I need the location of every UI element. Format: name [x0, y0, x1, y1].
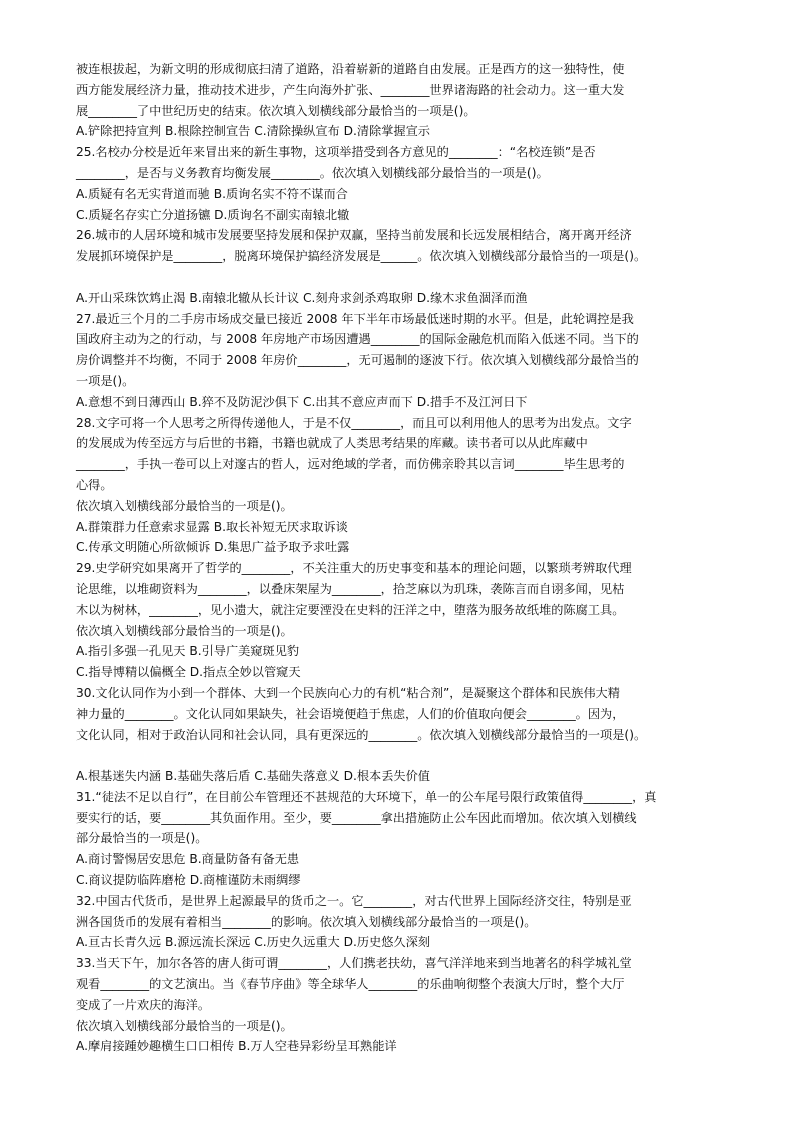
text-line: 国政府主动为之的行动，与 2008 年房地产市场因遭遇________的国际金融危机而陷入低迷不同。当下的 — [76, 332, 639, 347]
answer-options: A.铲除把持宣判 B.根除控制宣告 C.清除操纵宣布 D.清除掌握宣示 — [76, 124, 430, 139]
answer-options: A.群策群力任意索求显露 B.取长补短无厌求取诉谈 — [76, 519, 348, 534]
text-line: 文化认同，相对于政治认同和社会认同，具有更深远的________。依次填入划横线部分最恰当的一项是()。 — [76, 727, 647, 742]
text-line: 的发展成为传至远方与后世的书籍，书籍也就成了人类思考结果的库藏。读书者可以从此库藏中 — [76, 436, 588, 451]
text-line: 心得。 — [76, 477, 113, 492]
blank-line — [76, 267, 736, 288]
text-line: 展________了中世纪历史的结束。依次填入划横线部分最恰当的一项是()。 — [76, 103, 476, 118]
text-line: 房价调整并不均衡，不同于 2008 年房价________，无可遏制的逐波下行。依次填入划横线部分最恰当的 — [76, 353, 639, 368]
text-line: 洲各国货币的发展有着相当________的影响。依次填入划横线部分最恰当的一项是()。 — [76, 914, 537, 929]
text-line: 西方能发展经济力量，推动技术进步，产生向海外扩张、________世界诸海路的社会动力。这一重大发 — [76, 82, 625, 97]
answer-options: A.商讨警惕居安思危 B.商量防备有备无患 — [76, 852, 300, 867]
text-line: 部分最恰当的一项是()。 — [76, 831, 208, 846]
answer-options: C.传承文明随心所欲倾诉 D.集思广益予取予求吐露 — [76, 540, 350, 555]
blank-line — [76, 745, 736, 766]
question-27: 27.最近三个月的二手房市场成交量已接近 2008 年下半年市场最低迷时期的水平。但是，此轮调控是我 — [76, 311, 634, 326]
question-32: 32.中国古代货币，是世界上起源最早的货币之一。它________，对古代世界上国际经济交往，特别是亚 — [76, 893, 632, 908]
text-line: 依次填入划横线部分最恰当的一项是()。 — [76, 623, 293, 638]
text-line: 发展抓环境保护是________，脱离环境保护搞经济发展是______。依次填入划横线部分最恰当的一项是()。 — [76, 249, 647, 264]
text-line: 观看________的文艺演出。当《春节序曲》等全球华人________的乐曲响彻整个表演大厅时，整个大厅 — [76, 977, 625, 992]
answer-options: A.意想不到日薄西山 B.猝不及防泥沙俱下 C.出其不意应声而下 D.措手不及江河日下 — [76, 394, 528, 409]
text-line: ________，是否与义务教育均衡发展________。依次填入划横线部分最恰当的一项是()。 — [76, 165, 549, 180]
question-33: 33.当天下午，加尔各答的唐人街可谓________，人们携老扶幼，喜气洋洋地来到当地著名的科学城礼堂 — [76, 956, 632, 971]
text-line: 被连根拔起，为新文明的形成彻底扫清了道路，沿着崭新的道路自由发展。正是西方的这一独特性，使 — [76, 62, 625, 76]
answer-options: A.开山采珠饮鸩止渴 B.南辕北辙从长计议 C.刻舟求剑杀鸡取卵 D.缘木求鱼涸泽而渔 — [76, 290, 528, 305]
document-body — [76, 59, 736, 1057]
answer-options: A.指引多强一孔见天 B.引导广美窥斑见豹 — [76, 644, 300, 659]
answer-options: C.质疑名存实亡分道扬镳 D.质询名不副实南辕北辙 — [76, 207, 350, 222]
text-line: 神力量的________。文化认同如果缺失，社会语境便趋于焦虑，人们的价值取向便会________。因为， — [76, 706, 625, 721]
answer-options: C.指导博精以偏概全 D.指点全妙以管窥天 — [76, 665, 301, 680]
answer-options: A.质疑有名无实背道而驰 B.质询名实不符不谋而合 — [76, 186, 348, 201]
text-line: 一项是()。 — [76, 373, 135, 388]
answer-options: A.亘古长青久远 B.源远流长深远 C.历史久远重大 D.历史悠久深刻 — [76, 935, 430, 950]
text-line: 依次填入划横线部分最恰当的一项是()。 — [76, 498, 293, 513]
text-line: 论思维，以堆砌资料为________，以叠床架屋为________，拾芝麻以为玑珠，袭陈言而自诩多闻，见枯 — [76, 581, 625, 596]
answer-options: A.根基迷失内涵 B.基础失落后盾 C.基础失落意义 D.根本丢失价值 — [76, 769, 430, 784]
question-31: 31.“徒法不足以自行”，在目前公车管理还不甚规范的大环境下，单一的公车尾号限行政策值得________，真 — [76, 789, 657, 804]
question-26: 26.城市的人居环境和城市发展要坚持发展和保护双赢，坚持当前发展和长远发展相结合，离开离开经济 — [76, 228, 632, 243]
question-28: 28.文字可将一个人思考之所得传递他人，于是不仅________，而且可以利用他人的思考为出发点。文字 — [76, 415, 632, 430]
text-line: 依次填入划横线部分最恰当的一项是()。 — [76, 1018, 293, 1033]
text-line: ________，手执一卷可以上对邃古的哲人，远对绝域的学者，而仿佛亲聆其以言词________毕生思考的 — [76, 457, 625, 472]
text-line: 变成了一片欢庆的海洋。 — [76, 997, 211, 1012]
question-29: 29.史学研究如果离开了哲学的________，不关注重大的历史事变和基本的理论问题，以繁琐考辨取代理 — [76, 561, 632, 576]
answer-options: C.商议提防临阵磨枪 D.商榷谨防未雨绸缪 — [76, 873, 301, 888]
question-30: 30.文化认同作为小到一个群体、大到一个民族向心力的有机“粘合剂”，是凝聚这个群体和民族伟大精 — [76, 685, 620, 700]
question-25: 25.名校办分校是近年来冒出来的新生事物，这项举措受到各方意见的________：“名校连锁”是否 — [76, 145, 596, 160]
text-line: 木以为树林，________，见小遗大，就注定要湮没在史料的汪洋之中，堕落为服务故纸堆的陈腐工具。 — [76, 602, 625, 617]
text-line: 要实行的话，要________其负面作用。至少，要________拿出措施防止公车因此而增加。依次填入划横线 — [76, 810, 637, 825]
answer-options: A.摩肩接踵妙趣横生口口相传 B.万人空巷异彩纷呈耳熟能详 — [76, 1039, 397, 1054]
